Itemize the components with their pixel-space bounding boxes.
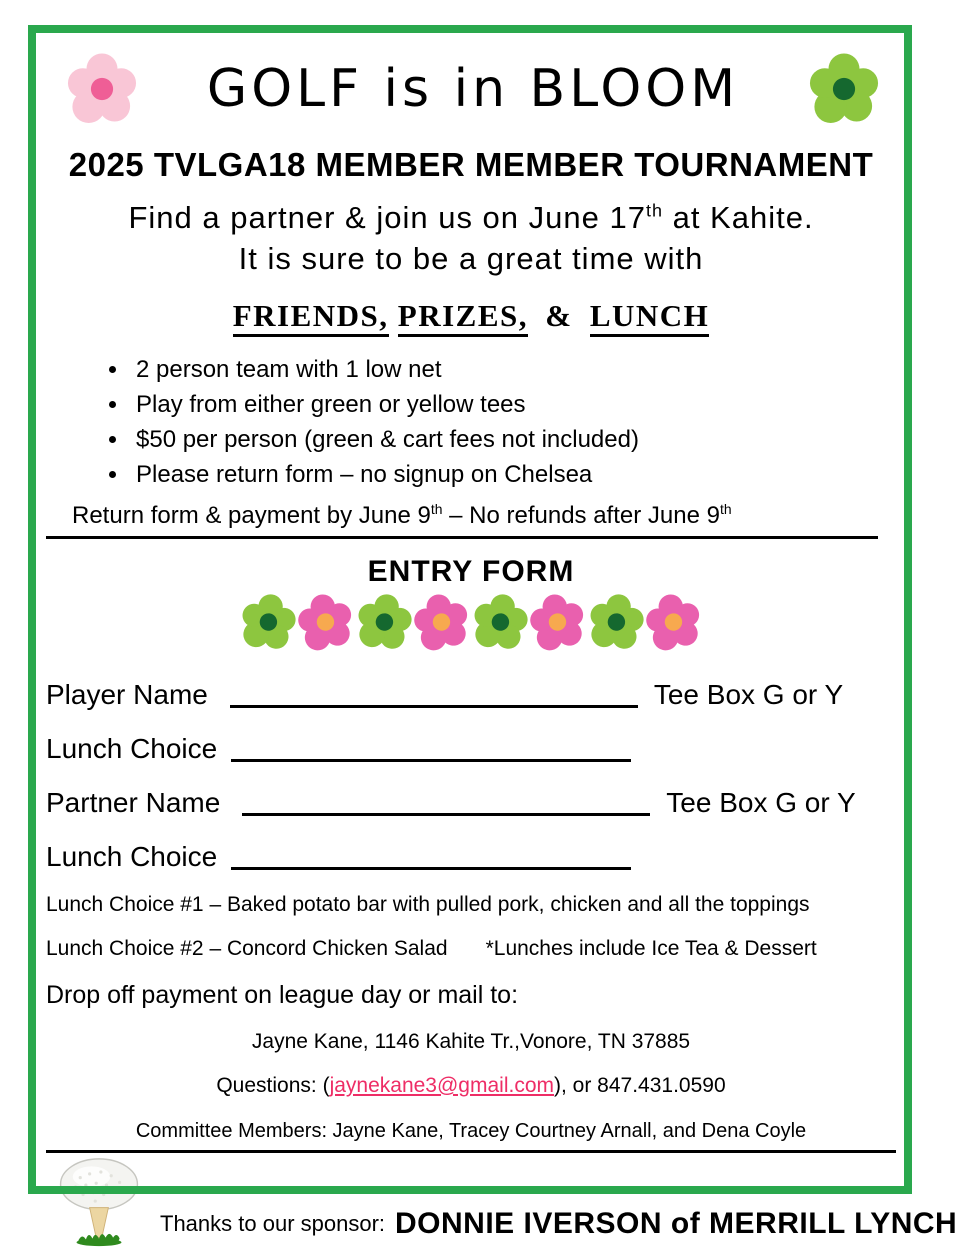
payment-instruction: Drop off payment on league day or mail to: (46, 980, 519, 1009)
partner-tee-box-label: Tee Box G or Y (666, 786, 856, 818)
player-name-label: Player Name (46, 678, 208, 710)
pink-flower-icon (524, 588, 592, 661)
player-name-blank (230, 705, 638, 708)
sponsor-name: DONNIE IVERSON of MERRILL LYNCH (395, 1206, 957, 1240)
email-link[interactable]: jaynekane3@gmail.com (329, 1073, 554, 1097)
sponsor-label: Thanks to our sponsor: (160, 1210, 386, 1236)
flower-divider (46, 593, 896, 657)
questions-line: Questions: (jaynekane3@gmail.com), or 847.431.0590 (216, 1073, 726, 1097)
info-bullet-list (130, 356, 896, 489)
pink-flower-icon (64, 52, 140, 126)
intro-text (46, 198, 896, 280)
bullet-item: • 2 person team with 1 low net (130, 356, 896, 384)
lunch-choice-label: Lunch Choice (46, 732, 218, 764)
partner-lunch-choice-row (46, 841, 896, 873)
tournament-subtitle: 2025 TVLGA18 MEMBER MEMBER TOURNAMENT (68, 146, 874, 183)
page-title: GOLF is in BLOOM (206, 59, 740, 119)
player-name-row (46, 679, 896, 711)
deadline-line: Return form & payment by June 9th – No refunds after June 9th (46, 501, 878, 539)
friends-prizes-lunch (46, 298, 896, 334)
bullet-item: • Please return form – no signup on Chelsea (130, 461, 896, 489)
prizes-word: PRIZES, (398, 298, 528, 337)
lunch-choice-blank (231, 759, 631, 762)
golf-ball-tee-icon (52, 1157, 146, 1247)
sponsor-section (46, 1157, 957, 1247)
player-tee-box-label: Tee Box G or Y (653, 678, 844, 710)
friends-word: FRIENDS, (233, 298, 389, 337)
partner-lunch-choice-blank (231, 867, 631, 870)
bullet-item: • Play from either green or yellow tees (130, 391, 896, 419)
pink-flower-icon (408, 588, 476, 661)
lunch-note-extra: *Lunches include Ice Tea & Dessert (485, 936, 817, 960)
header (46, 52, 896, 126)
partner-name-row (46, 787, 896, 819)
mailing-address: Jayne Kane, 1146 Kahite Tr.,Vonore, TN 37885 (251, 1029, 691, 1053)
lunch-note-2: Lunch Choice #2 – Concord Chicken Salad *Lunches include Ice Tea & Dessert (46, 936, 817, 960)
ampersand: & (545, 297, 573, 333)
lunch-choice-row (46, 733, 896, 765)
bullet-item: • $50 per person (green & cart fees not included) (130, 426, 896, 454)
intro-line1: Find a partner & join us on June 17th at Kahite. (128, 200, 814, 235)
partner-lunch-choice-label: Lunch Choice (46, 840, 218, 872)
lunch-note-1: Lunch Choice #1 – Baked potato bar with pulled pork, chicken and all the toppings (46, 892, 810, 916)
green-flower-icon (806, 52, 882, 126)
entry-form-heading: ENTRY FORM (367, 554, 575, 588)
partner-name-label: Partner Name (46, 786, 221, 818)
lunch-word: LUNCH (590, 298, 709, 337)
pink-flower-icon (640, 588, 708, 661)
committee-members-line: Committee Members: Jayne Kane, Tracey Courtney Arnall, and Dena Coyle (46, 1120, 896, 1153)
partner-name-blank (242, 813, 650, 816)
flyer-content (46, 40, 957, 1247)
intro-line2: It is sure to be a great time with (238, 240, 704, 276)
pink-flower-icon (292, 588, 360, 661)
